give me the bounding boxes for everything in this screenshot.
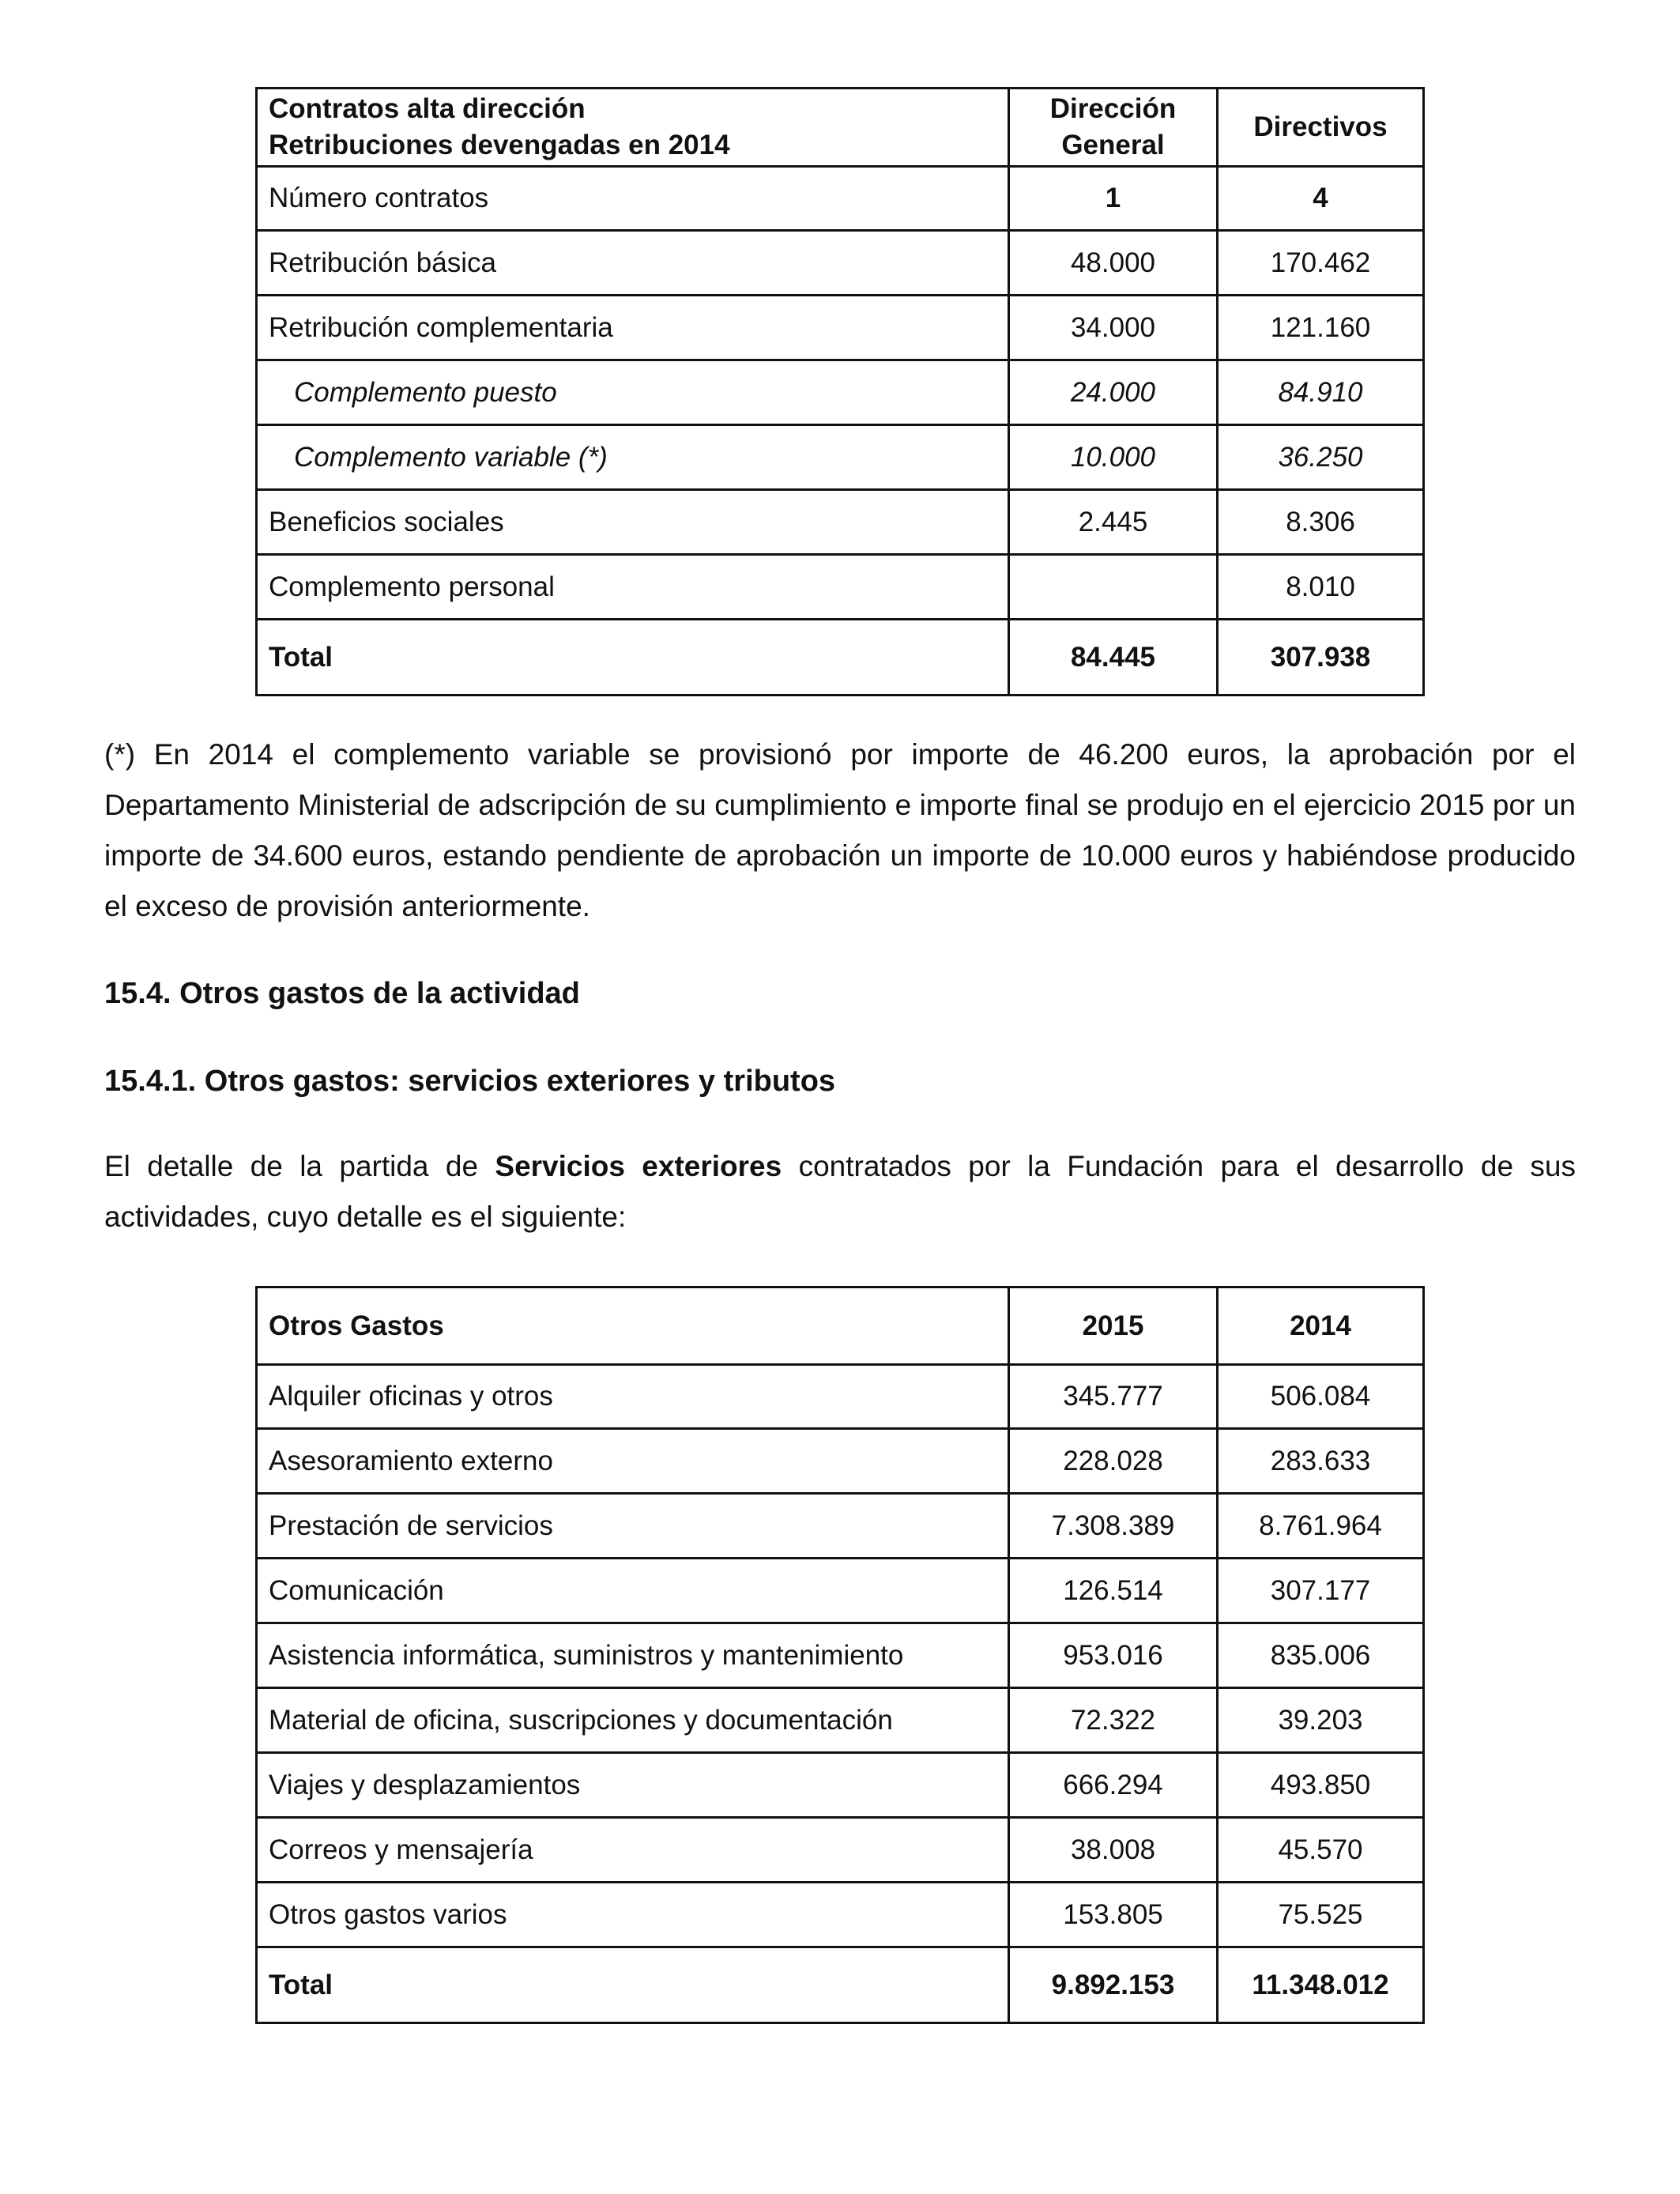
intro-text-start: El detalle de la partida de (104, 1150, 495, 1182)
row-value-2015: 228.028 (1009, 1429, 1218, 1494)
row-label: Material de oficina, suscripciones y documentación (257, 1688, 1009, 1753)
row-value-2014: 75.525 (1218, 1883, 1424, 1947)
row-value-2015: 7.308.389 (1009, 1494, 1218, 1559)
row-value-2015: 345.777 (1009, 1365, 1218, 1429)
table-row (257, 1753, 1424, 1818)
row-label: Asesoramiento externo (257, 1429, 1009, 1494)
table-row (257, 1883, 1424, 1947)
total-row (257, 1947, 1424, 2023)
subsection-heading: 15.4.1. Otros gastos: servicios exteriores y tributos (104, 1065, 836, 1098)
row-value-2015: 72.322 (1009, 1688, 1218, 1753)
row-value-2014: 506.084 (1218, 1365, 1424, 1429)
row-value-direccion-general: 10.000 (1009, 425, 1218, 490)
row-value-directivos: 121.160 (1218, 296, 1424, 360)
table-row (257, 425, 1424, 490)
row-value-directivos: 307.938 (1218, 620, 1424, 696)
row-label: Total (257, 1947, 1009, 2023)
row-value-2015: 9.892.153 (1009, 1947, 1218, 2023)
header-title-line1: Contratos alta dirección (269, 93, 586, 124)
remuneration-table (255, 87, 1425, 696)
row-label: Complemento personal (257, 555, 1009, 620)
row-value-direccion-general: 34.000 (1009, 296, 1218, 360)
row-label: Otros gastos varios (257, 1883, 1009, 1947)
table-row (257, 167, 1424, 231)
total-row (257, 620, 1424, 696)
section-heading: 15.4. Otros gastos de la actividad (104, 977, 580, 1010)
row-value-2015: 38.008 (1009, 1818, 1218, 1883)
row-value-direccion-general: 84.445 (1009, 620, 1218, 696)
table-row (257, 490, 1424, 555)
table-row (257, 1688, 1424, 1753)
row-value-2015: 126.514 (1009, 1559, 1218, 1623)
header-label-cell: Otros Gastos (257, 1287, 1009, 1365)
row-label: Beneficios sociales (257, 490, 1009, 555)
row-value-directivos: 170.462 (1218, 231, 1424, 296)
header-col-2015: 2015 (1009, 1287, 1218, 1365)
row-label: Asistencia informática, suministros y mantenimiento (257, 1623, 1009, 1688)
table-row (257, 231, 1424, 296)
row-label: Comunicación (257, 1559, 1009, 1623)
row-value-2014: 493.850 (1218, 1753, 1424, 1818)
row-label: Retribución complementaria (257, 296, 1009, 360)
row-value-directivos: 4 (1218, 167, 1424, 231)
other-expenses-table (255, 1286, 1425, 2024)
table-header-row (257, 1287, 1424, 1365)
row-value-2014: 835.006 (1218, 1623, 1424, 1688)
row-value-directivos: 8.010 (1218, 555, 1424, 620)
row-label: Prestación de servicios (257, 1494, 1009, 1559)
row-value-2015: 953.016 (1009, 1623, 1218, 1688)
row-value-2014: 11.348.012 (1218, 1947, 1424, 2023)
header-title-line2: Retribuciones devengadas en 2014 (269, 130, 730, 160)
row-label: Complemento puesto (257, 360, 1009, 425)
table-row (257, 296, 1424, 360)
table-row (257, 1818, 1424, 1883)
row-value-2014: 45.570 (1218, 1818, 1424, 1883)
row-value-direccion-general: 2.445 (1009, 490, 1218, 555)
table-row (257, 1429, 1424, 1494)
table-row (257, 555, 1424, 620)
table-row (257, 1494, 1424, 1559)
row-label: Total (257, 620, 1009, 696)
table-row (257, 1365, 1424, 1429)
row-value-2014: 307.177 (1218, 1559, 1424, 1623)
row-value-directivos: 8.306 (1218, 490, 1424, 555)
intro-bold-term: Servicios exteriores (495, 1150, 782, 1182)
row-value-direccion-general: 48.000 (1009, 231, 1218, 296)
row-value-2015: 666.294 (1009, 1753, 1218, 1818)
header-col-directivos: Directivos (1218, 89, 1424, 167)
table-row (257, 1559, 1424, 1623)
footnote-paragraph: (*) En 2014 el complemento variable se provisionó por importe de 46.200 euros, la aprobación por el Departamento Ministerial de adscripción de su cumplimiento e importe final se produjo en el ejercicio 2015 por un importe de 34.600 euros, estando pendiente de aprobación un importe de 10.000 euros y habiéndose producido el exceso de provisión anteriormente. (104, 738, 1576, 922)
row-label: Número contratos (257, 167, 1009, 231)
row-label: Alquiler oficinas y otros (257, 1365, 1009, 1429)
row-value-2014: 8.761.964 (1218, 1494, 1424, 1559)
row-value-directivos: 84.910 (1218, 360, 1424, 425)
row-label: Correos y mensajería (257, 1818, 1009, 1883)
table-row (257, 360, 1424, 425)
header-col-2014: 2014 (1218, 1287, 1424, 1365)
row-value-direccion-general: 24.000 (1009, 360, 1218, 425)
row-value-direccion-general: 1 (1009, 167, 1218, 231)
intro-paragraph (104, 1141, 1576, 1242)
row-value-2014: 39.203 (1218, 1688, 1424, 1753)
table-row (257, 1623, 1424, 1688)
row-value-2015: 153.805 (1009, 1883, 1218, 1947)
row-value-directivos: 36.250 (1218, 425, 1424, 490)
intro-text-end: contratados por la Fundación para el desarrollo de sus actividades, cuyo detalle es el siguiente: (104, 1150, 1576, 1233)
row-value-2014: 283.633 (1218, 1429, 1424, 1494)
row-label: Retribución básica (257, 231, 1009, 296)
row-value-direccion-general (1009, 555, 1218, 620)
header-col-direccion-general: Dirección General (1009, 89, 1218, 167)
header-label-cell (257, 89, 1009, 167)
row-label: Complemento variable (*) (257, 425, 1009, 490)
row-label: Viajes y desplazamientos (257, 1753, 1009, 1818)
table-header-row (257, 89, 1424, 167)
